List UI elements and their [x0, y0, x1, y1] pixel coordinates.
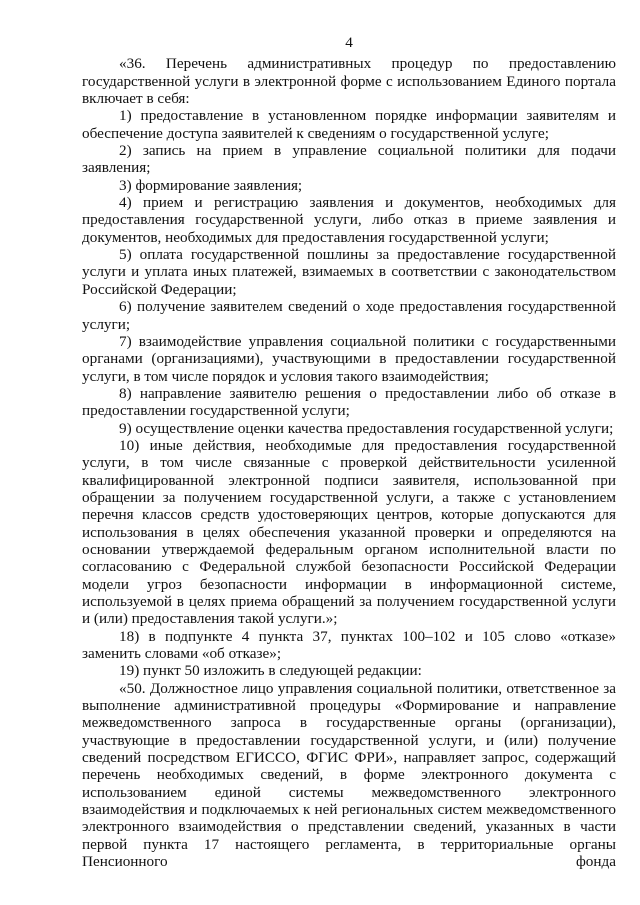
list-item-4: 4) прием и регистрацию заявления и документов, необходимых для предоставления государственной услуги, либо отказ в приеме заявления и документов, необходимых для предоставления государственной услуги;	[82, 194, 616, 246]
paragraph-36-intro: «36. Перечень административных процедур по предоставлению государственной услуги в электронной форме с использованием Единого портала включает в себя:	[82, 55, 616, 108]
list-item-7: 7) взаимодействие управления социальной политики с государственными органами (организациями), участвующими в предоставлении государственной услуги, в том числе порядок и условия такого взаимодействия;	[82, 332, 616, 385]
list-item-3: 3) формирование заявления;	[119, 176, 303, 194]
page-number: 4	[345, 34, 353, 51]
list-item-10: 10) иные действия, необходимые для предоставления государственной услуги, в том числе связанные с проверкой действительности усиленной квалифицированной электронной подписи заявителя, использованной при обращении за получением государственной услуги, а также с установлением перечня классов средств удостоверяющих центров, которые допускаются для использования в целях обеспечения указанной проверки и определяются на основании утверждаемой федеральным органом исполнительной власти по согласованию с Федеральной службой безопасности Российской Федерации модели угроз безопасности информации в информационной системе, используемой в целях приема обращений за получением государственной услуги и (или) предоставления такой услуги.»;	[82, 436, 616, 628]
amendment-19: 19) пункт 50 изложить в следующей редакции:	[119, 662, 422, 680]
document-page	[82, 34, 616, 871]
list-item-8: 8) направление заявителю решения о предоставлении либо об отказе в предоставлении государственной услуги;	[82, 384, 616, 420]
list-item-6: 6) получение заявителем сведений о ходе предоставления государственной услуги;	[82, 298, 616, 333]
list-item-1: 1) предоставление в установленном порядке информации заявителям и обеспечение доступа заявителей к сведениям о государственной услуге;	[82, 107, 616, 142]
amendment-18: 18) в подпункте 4 пункта 37, пунктах 100–102 и 105 слово «отказе» заменить словами «об отказе»;	[82, 627, 616, 663]
paragraph-50: «50. Должностное лицо управления социальной политики, ответственное за выполнение административной процедуры «Формирование и направление межведомственного запроса в государственные органы (организации), участвующие в предоставлении государственной услуги, и (или) получение сведений посредством ЕГИССО, ФГИС ФРИ», направляет запрос, содержащий перечень необходимых сведений, в форме электронного документа с использованием единой системы межведомственного электронного взаимодействия и подключаемых к ней региональных систем межведомственного электронного взаимодействия о представлении сведений, указанных в части первой пункта 17 настоящего регламента, в территориальные органы Пенсионного фонда	[82, 679, 616, 871]
list-item-2: 2) запись на прием в управление социальной политики для подачи заявления;	[82, 142, 616, 177]
list-item-9: 9) осуществление оценки качества предоставления государственной услуги;	[119, 419, 614, 437]
list-item-5: 5) оплата государственной пошлины за предоставление государственной услуги и уплата иных платежей, взимаемых в соответствии с законодательством Российской Федерации;	[82, 246, 616, 298]
